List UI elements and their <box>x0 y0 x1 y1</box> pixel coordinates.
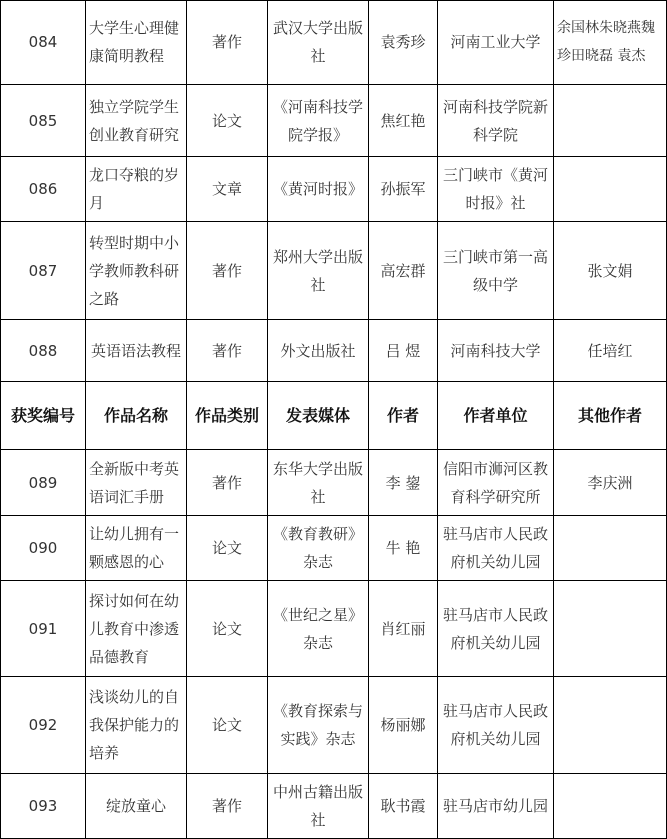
publication-media: 《黄河时报》 <box>272 180 363 198</box>
header-work-title: 作品名称 <box>103 405 168 425</box>
author-unit: 河南科技学院新科学院 <box>442 97 548 144</box>
work-title: 绽放童心 <box>105 797 166 815</box>
award-number: 092 <box>28 716 58 734</box>
work-title: 转型时期中小学教师教科研之路 <box>89 233 180 308</box>
header-author: 作者 <box>386 405 419 425</box>
table-row <box>0 450 667 516</box>
work-title: 英语语法教程 <box>90 341 181 360</box>
table-row <box>0 516 667 581</box>
table-row <box>0 0 667 85</box>
publication-media: 《河南科技学院学报》 <box>272 97 363 144</box>
work-title: 浅谈幼儿的自我保护能力的培养 <box>89 688 180 762</box>
author: 高宏群 <box>380 261 426 280</box>
work-type: 论文 <box>211 539 242 557</box>
author-unit: 信阳市浉河区教育科学研究所 <box>442 459 548 506</box>
work-type: 著作 <box>211 473 242 492</box>
publication-media: 东华大学出版社 <box>272 459 363 506</box>
work-title: 全新版中考英语词汇手册 <box>89 459 180 506</box>
header-author-unit: 作者单位 <box>463 405 528 425</box>
table-row <box>0 157 667 222</box>
award-number: 089 <box>28 473 58 492</box>
work-title: 大学生心理健康简明教程 <box>89 19 180 65</box>
other-authors: 任培红 <box>587 341 633 360</box>
award-number: 091 <box>28 619 58 638</box>
author-unit: 河南工业大学 <box>450 33 541 51</box>
author-unit: 驻马店市人民政府机关幼儿园 <box>442 702 548 748</box>
header-award-number: 获奖编号 <box>10 405 75 425</box>
author-unit: 三门峡市《黄河时报》社 <box>442 166 548 212</box>
work-title: 龙口夺粮的岁月 <box>89 166 180 212</box>
award-number: 085 <box>28 111 58 130</box>
author-unit: 驻马店市人民政府机关幼儿园 <box>442 525 548 571</box>
award-number: 090 <box>28 539 58 557</box>
work-type: 著作 <box>211 33 242 51</box>
table-row <box>0 85 667 157</box>
author: 牛 艳 <box>385 539 421 557</box>
publication-media: 《教育探索与实践》杂志 <box>272 702 363 748</box>
publication-media: 《世纪之星》杂志 <box>272 605 363 652</box>
table-row <box>0 581 667 677</box>
author: 李 鋆 <box>385 473 421 492</box>
award-number: 093 <box>28 797 58 815</box>
author: 孙振军 <box>380 180 426 198</box>
work-type: 论文 <box>211 619 242 638</box>
award-number: 086 <box>28 180 58 198</box>
publication-media: 郑州大学出版社 <box>272 247 363 294</box>
publication-media: 中州古籍出版社 <box>272 783 363 829</box>
work-title: 独立学院学生创业教育研究 <box>89 97 180 144</box>
award-number: 087 <box>28 261 58 280</box>
work-type: 文章 <box>211 180 242 198</box>
author: 肖红丽 <box>380 619 426 638</box>
author: 杨丽娜 <box>380 716 426 734</box>
work-title: 探讨如何在幼儿教育中渗透品德教育 <box>89 591 180 666</box>
header-publication-media: 发表媒体 <box>285 405 350 425</box>
author-unit: 三门峡市第一高级中学 <box>442 247 548 294</box>
author: 耿书霞 <box>380 797 426 815</box>
author-unit: 河南科技大学 <box>450 341 541 360</box>
table-row <box>0 774 667 839</box>
publication-media: 《教育教研》杂志 <box>272 525 363 571</box>
author: 焦红艳 <box>380 111 426 130</box>
work-type: 著作 <box>211 261 242 280</box>
header-other-authors: 其他作者 <box>577 405 642 425</box>
publication-media: 武汉大学出版社 <box>272 19 363 65</box>
table-row <box>0 677 667 774</box>
award-number: 084 <box>28 33 58 51</box>
other-authors: 张文娟 <box>587 261 633 280</box>
other-authors: 余国林朱晓燕魏珍田晓磊 袁杰 <box>557 20 655 64</box>
work-type: 论文 <box>211 716 242 734</box>
table-row <box>0 320 667 382</box>
header-work-type: 作品类别 <box>194 405 259 425</box>
table-header-row <box>0 382 667 450</box>
work-type: 论文 <box>211 111 242 130</box>
work-type: 著作 <box>211 341 242 360</box>
publication-media: 外文出版社 <box>280 341 356 360</box>
award-number: 088 <box>28 341 58 360</box>
author: 吕 煜 <box>385 341 421 360</box>
author-unit: 驻马店市幼儿园 <box>442 797 548 815</box>
table-row <box>0 222 667 320</box>
work-type: 著作 <box>211 797 242 815</box>
other-authors: 李庆洲 <box>587 473 633 492</box>
author-unit: 驻马店市人民政府机关幼儿园 <box>442 605 548 652</box>
author: 袁秀珍 <box>380 33 426 51</box>
work-title: 让幼儿拥有一颗感恩的心 <box>89 525 180 571</box>
